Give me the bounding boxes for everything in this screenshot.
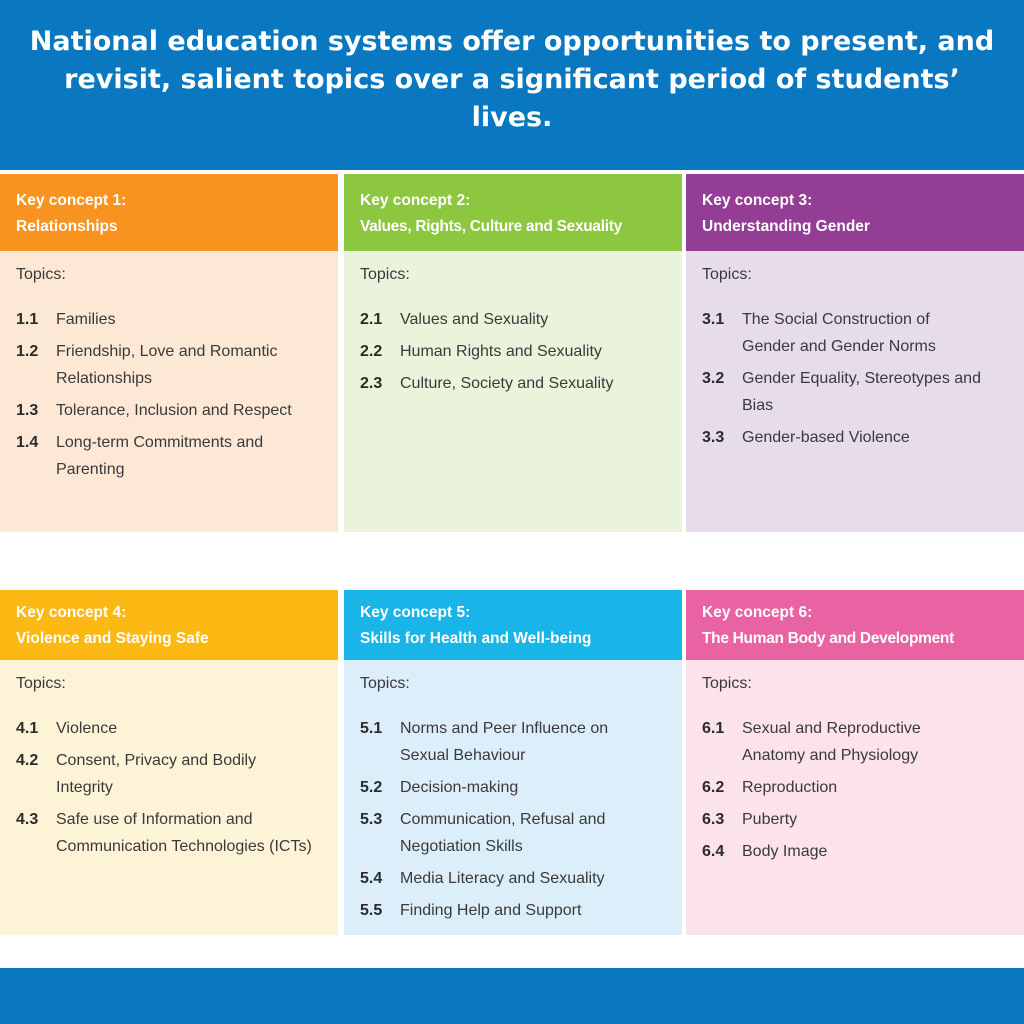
topic-item xyxy=(702,774,1008,801)
topics-label: Topics: xyxy=(16,266,66,283)
key-concept-header xyxy=(344,590,682,660)
topic-number: 3.3 xyxy=(702,429,725,446)
title-line-2: revisit, salient topics over a significant period of students’ lives. xyxy=(64,64,960,133)
topic-number: 1.4 xyxy=(16,434,39,451)
topic-number: 5.4 xyxy=(360,870,383,887)
key-concept-title: Values, Rights, Culture and Sexuality xyxy=(360,218,622,235)
topic-text: Body Image xyxy=(742,843,828,860)
topic-number: 6.4 xyxy=(702,843,725,860)
topic-number: 5.2 xyxy=(360,779,383,796)
topic-number: 1.3 xyxy=(16,402,39,419)
topic-text: Culture, Society and Sexuality xyxy=(400,375,614,392)
topic-item xyxy=(16,715,322,742)
key-concept-card-3 xyxy=(686,174,1024,532)
key-concept-header xyxy=(0,174,338,251)
topic-number: 6.2 xyxy=(702,779,725,796)
topic-text: Friendship, Love and Romantic Relationships xyxy=(56,343,278,387)
topics-label: Topics: xyxy=(16,675,66,692)
key-concept-title: The Human Body and Development xyxy=(702,630,954,647)
key-concept-card-2 xyxy=(344,174,682,532)
key-concept-label: Key concept 2: xyxy=(360,192,471,209)
key-concept-card-1 xyxy=(0,174,338,532)
topic-item xyxy=(360,774,666,801)
topic-number: 4.3 xyxy=(16,811,39,828)
key-concept-header xyxy=(0,590,338,660)
topic-text: Finding Help and Support xyxy=(400,902,582,919)
topic-number: 2.1 xyxy=(360,311,383,328)
topic-text: Families xyxy=(56,311,116,328)
topic-item xyxy=(702,365,992,419)
topic-item xyxy=(16,429,276,483)
key-concept-label: Key concept 4: xyxy=(16,604,127,621)
topic-item xyxy=(360,306,666,333)
topic-text: Violence xyxy=(56,720,118,737)
topics-panel xyxy=(686,251,1024,532)
key-concept-header xyxy=(344,174,682,251)
topic-text: Consent, Privacy and Bodily Integrity xyxy=(56,752,257,796)
topic-number: 5.5 xyxy=(360,902,383,919)
key-concept-title: Understanding Gender xyxy=(702,218,870,235)
topic-item xyxy=(702,838,1008,865)
topics-label: Topics: xyxy=(702,675,752,692)
topic-item xyxy=(16,806,316,860)
topic-number: 4.1 xyxy=(16,720,39,737)
key-concept-title: Skills for Health and Well-being xyxy=(360,630,592,647)
topic-number: 3.2 xyxy=(702,370,725,387)
topic-item xyxy=(16,306,306,333)
topics-panel xyxy=(0,251,338,532)
topic-number: 5.1 xyxy=(360,720,383,737)
topic-text: Values and Sexuality xyxy=(400,311,549,328)
key-concept-label: Key concept 6: xyxy=(702,604,813,621)
topic-text: Norms and Peer Influence on Sexual Behaviour xyxy=(400,720,609,764)
key-concept-card-4 xyxy=(0,590,338,935)
topics-label: Topics: xyxy=(360,266,410,283)
topic-number: 2.2 xyxy=(360,343,383,360)
topic-number: 3.1 xyxy=(702,311,725,328)
topic-item xyxy=(360,897,666,924)
topic-item xyxy=(702,306,982,360)
topic-text: Puberty xyxy=(742,811,798,828)
topics-label: Topics: xyxy=(360,675,410,692)
header-banner xyxy=(0,0,1024,170)
topic-item xyxy=(702,806,1008,833)
topic-text: Sexual and Reproductive Anatomy and Physiology xyxy=(742,720,921,764)
title-line-1: National education systems offer opportunities to present, and xyxy=(29,26,995,57)
topic-text: Long-term Commitments and Parenting xyxy=(56,434,264,478)
topic-text: Reproduction xyxy=(742,779,838,796)
topic-number: 1.2 xyxy=(16,343,39,360)
key-concept-header xyxy=(686,590,1024,660)
topic-text: Human Rights and Sexuality xyxy=(400,343,602,360)
topic-item xyxy=(16,397,326,424)
topics-panel xyxy=(686,660,1024,935)
key-concept-header xyxy=(686,174,1024,251)
key-concept-title: Relationships xyxy=(16,218,118,235)
topic-item xyxy=(360,865,666,892)
topic-item xyxy=(16,747,306,801)
topics-panel xyxy=(344,251,682,532)
topics-panel xyxy=(0,660,338,935)
topic-text: Gender-based Violence xyxy=(742,429,910,446)
topic-number: 5.3 xyxy=(360,811,383,828)
key-concept-label: Key concept 3: xyxy=(702,192,813,209)
topic-text: Tolerance, Inclusion and Respect xyxy=(56,402,292,419)
topic-item xyxy=(702,424,1008,451)
topics-panel xyxy=(344,660,682,935)
topic-number: 6.3 xyxy=(702,811,725,828)
topic-number: 6.1 xyxy=(702,720,725,737)
key-concept-card-5 xyxy=(344,590,682,935)
topics-label: Topics: xyxy=(702,266,752,283)
topic-text: Decision-making xyxy=(400,779,519,796)
topic-text: Communication, Refusal and Negotiation Skills xyxy=(400,811,606,855)
key-concept-label: Key concept 1: xyxy=(16,192,127,209)
topic-text: The Social Construction of Gender and Gender Norms xyxy=(742,311,936,355)
topic-item xyxy=(360,370,666,397)
key-concept-label: Key concept 5: xyxy=(360,604,471,621)
topic-number: 2.3 xyxy=(360,375,383,392)
page-title xyxy=(22,23,1002,137)
topic-text: Safe use of Information and Communication Technologies (ICTs) xyxy=(56,811,312,855)
topic-item xyxy=(702,715,972,769)
footer-banner xyxy=(0,968,1024,1024)
key-concept-card-6 xyxy=(686,590,1024,935)
topic-number: 1.1 xyxy=(16,311,39,328)
topic-number: 4.2 xyxy=(16,752,39,769)
topic-item xyxy=(360,806,650,860)
topic-text: Gender Equality, Stereotypes and Bias xyxy=(742,370,981,414)
topic-text: Media Literacy and Sexuality xyxy=(400,870,605,887)
topic-item xyxy=(360,338,666,365)
key-concept-title: Violence and Staying Safe xyxy=(16,630,209,647)
topic-item xyxy=(360,715,650,769)
topic-item xyxy=(16,338,306,392)
